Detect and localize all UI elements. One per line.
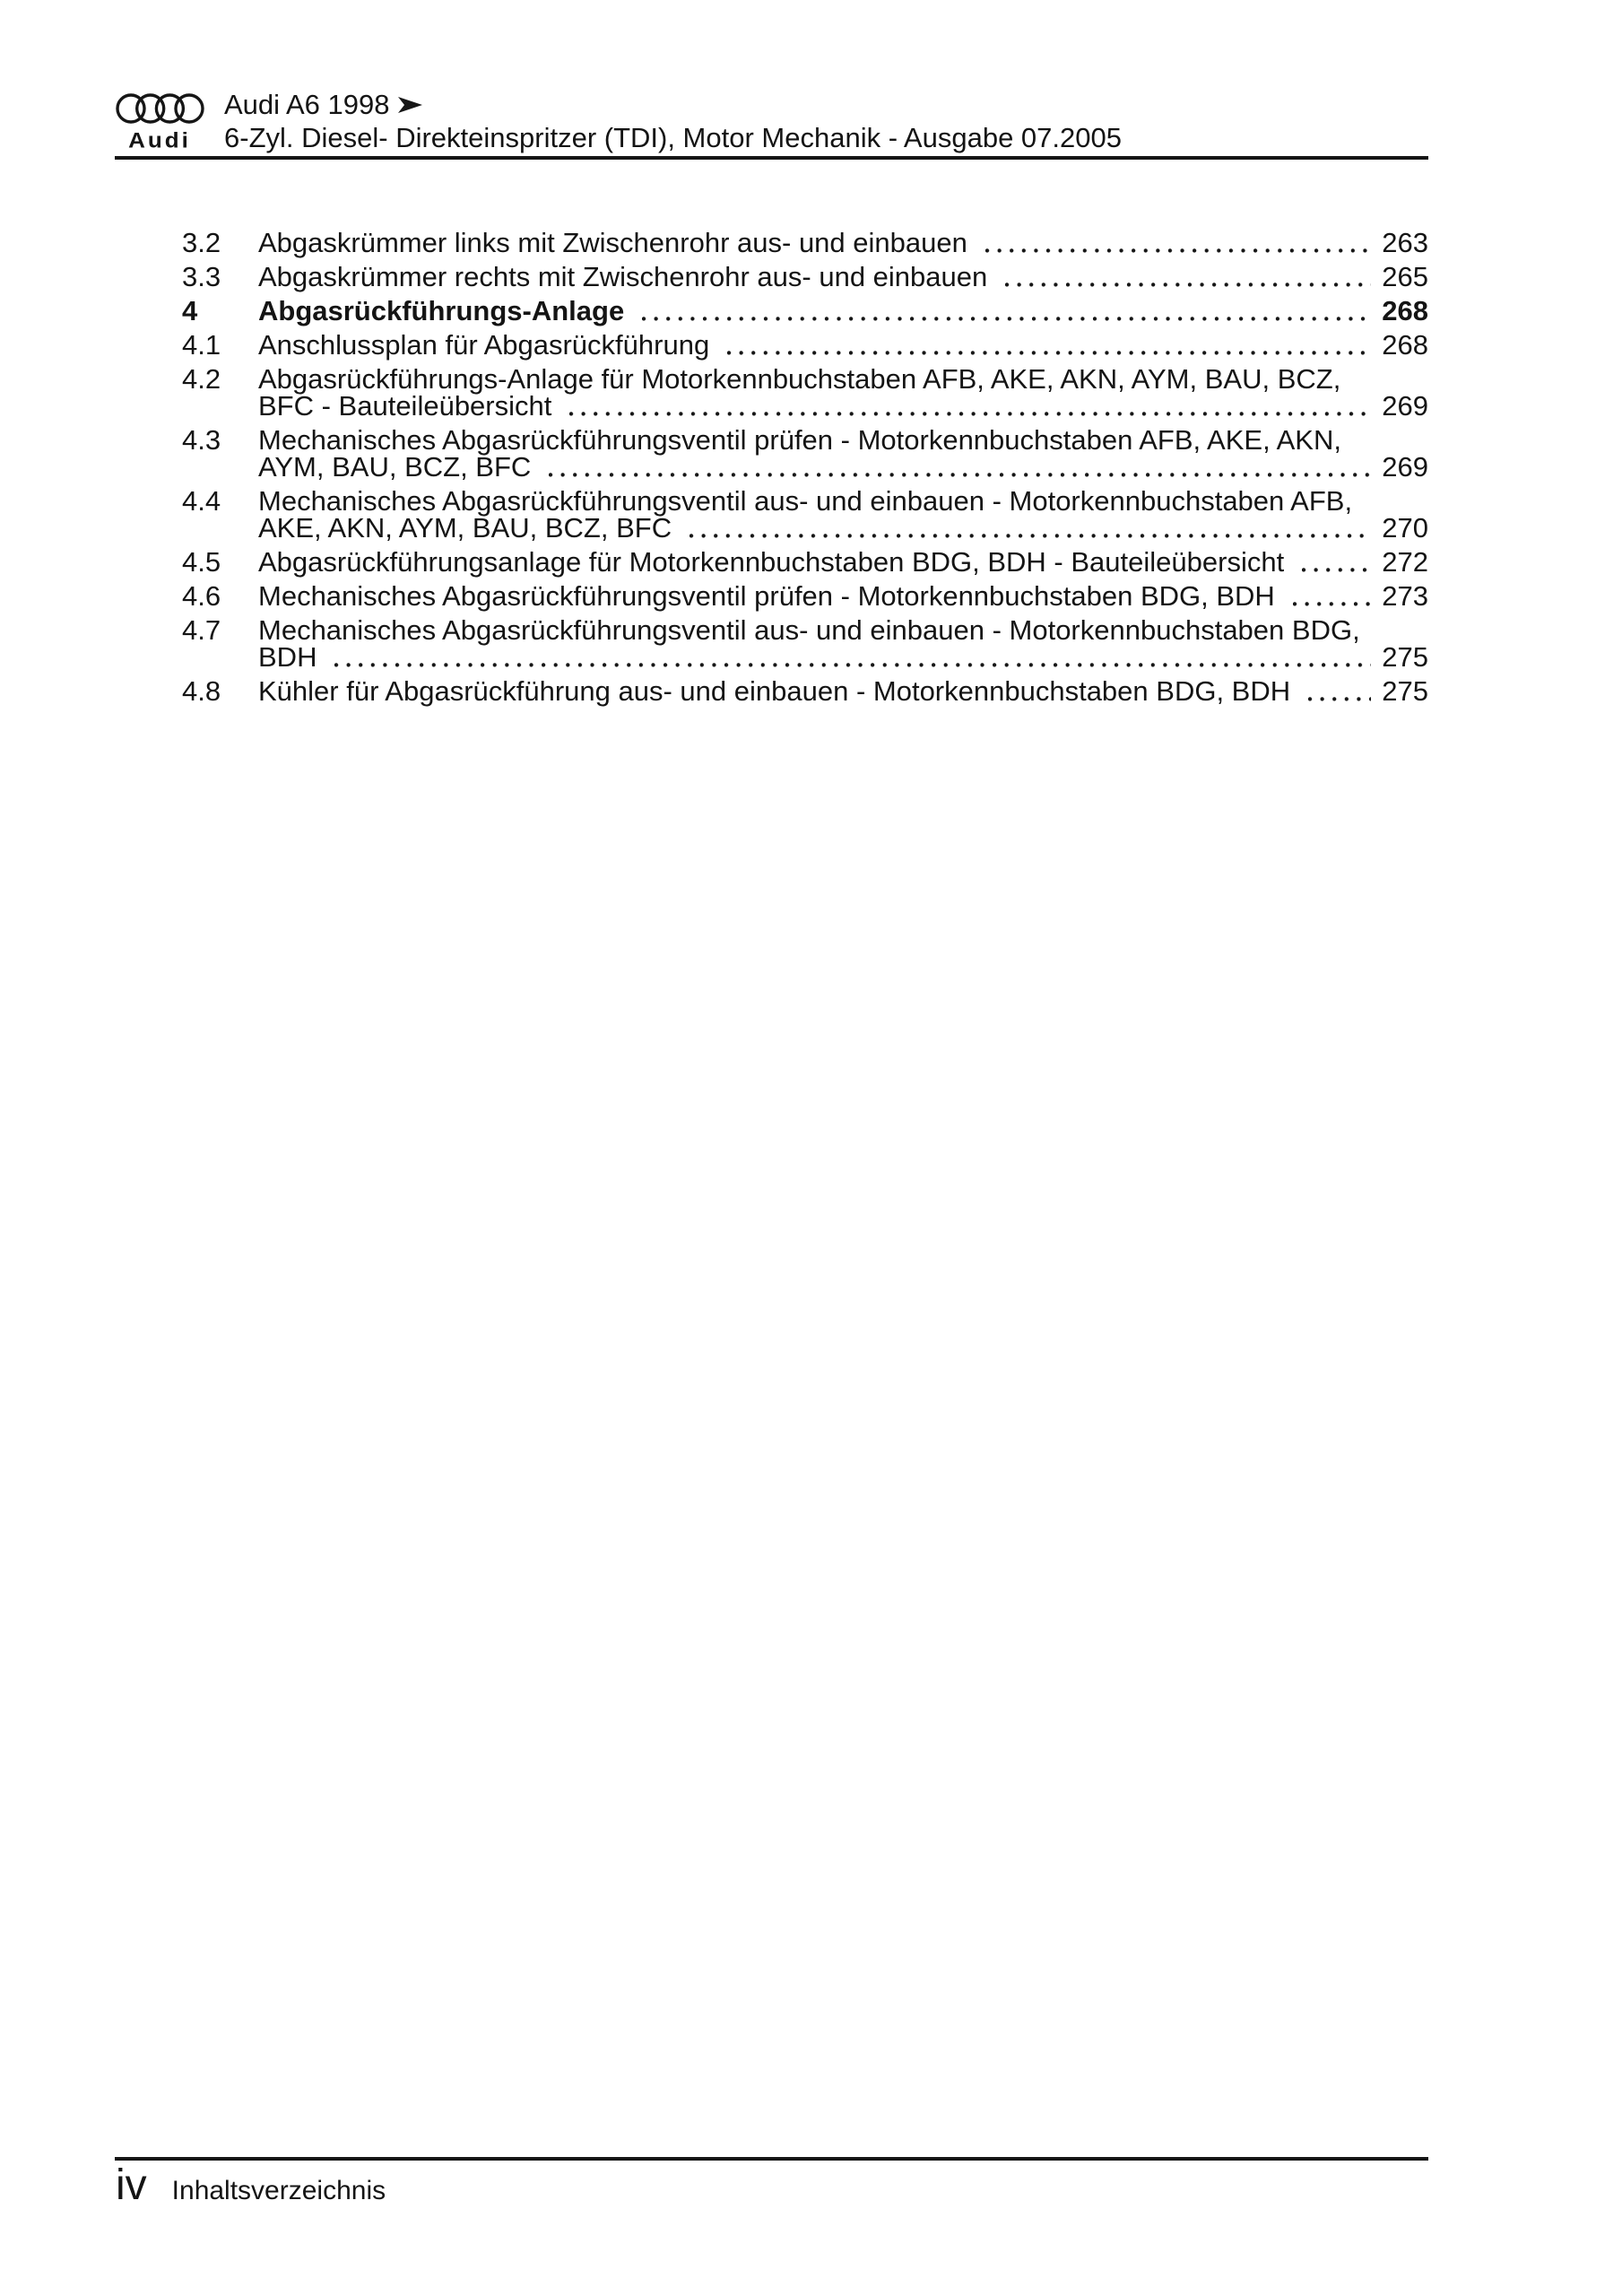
toc-entry-body	[258, 295, 1428, 326]
toc-entry-body	[258, 227, 1428, 258]
toc-title-line: Mechanisches Abgasrückführungsventil aus- und einbauen - Motorkennbuchstaben AFB,	[258, 485, 1353, 517]
toc-title-last-line	[258, 295, 1428, 326]
header-divider	[115, 156, 1428, 160]
toc-section-number: 4.4	[182, 485, 221, 517]
toc-title-last-line	[258, 227, 1428, 258]
toc-section-number: 4.7	[182, 614, 221, 646]
toc-page-number: 272	[1382, 546, 1428, 578]
toc-page-number: 268	[1382, 329, 1428, 361]
toc-title-text: Abgasrückführungs-Anlage	[258, 295, 625, 326]
toc-title-last-line	[258, 641, 1428, 673]
toc-entry	[182, 329, 1428, 361]
dot-leader	[684, 515, 1373, 542]
toc-entry	[182, 261, 1428, 292]
header-model-line	[224, 88, 1122, 121]
toc-entry-body	[258, 424, 1428, 483]
toc-entry-body	[258, 485, 1428, 544]
toc-entry-body	[258, 329, 1428, 361]
toc-entry	[182, 424, 1428, 483]
toc-section-number: 4.1	[182, 329, 221, 361]
toc-entry-body	[258, 580, 1428, 612]
toc-title-line: Mechanisches Abgasrückführungsventil prüfen - Motorkennbuchstaben AFB, AKE, AKN,	[258, 424, 1341, 456]
toc-entry-body	[258, 675, 1428, 707]
page-header	[224, 88, 1122, 154]
toc-title-last-line	[258, 329, 1428, 361]
audi-rings-icon	[116, 91, 204, 126]
toc-section-number: 4.6	[182, 580, 221, 612]
header-model-text: Audi A6 1998	[224, 89, 390, 120]
toc-section-number: 4.8	[182, 675, 221, 707]
toc-page-number: 265	[1382, 261, 1428, 292]
toc-title-text: BDH	[258, 641, 317, 673]
dot-leader	[980, 230, 1373, 257]
toc-page-number: 273	[1382, 580, 1428, 612]
toc-title-last-line	[258, 390, 1428, 422]
toc-title-text: AKE, AKN, AYM, BAU, BCZ, BFC	[258, 512, 672, 544]
toc-section-number: 4.3	[182, 424, 221, 456]
toc-entry-body	[258, 546, 1428, 578]
toc-entry	[182, 485, 1428, 544]
toc-entry-body	[258, 363, 1428, 422]
toc-page-number: 275	[1382, 675, 1428, 707]
toc-entry-body	[258, 261, 1428, 292]
dot-leader	[1303, 678, 1373, 705]
toc-section-number: 3.2	[182, 227, 221, 258]
toc-section-number: 4.2	[182, 363, 221, 395]
toc-title-text: Kühler für Abgasrückführung aus- und einbauen - Motorkennbuchstaben BDG, BDH	[258, 675, 1291, 707]
toc-entry	[182, 546, 1428, 578]
table-of-contents	[182, 227, 1428, 712]
toc-section-number: 4.5	[182, 546, 221, 578]
dot-leader	[637, 298, 1373, 325]
dot-leader	[1288, 583, 1373, 610]
footer-section-label: Inhaltsverzeichnis	[171, 2176, 386, 2205]
toc-title-text: Abgasrückführungsanlage für Motorkennbuchstaben BDG, BDH - Bauteileübersicht	[258, 546, 1285, 578]
toc-title-text: Abgaskrümmer links mit Zwischenrohr aus- und einbauen	[258, 227, 967, 258]
toc-title-last-line	[258, 261, 1428, 292]
folio-page-number: iv	[116, 2161, 147, 2209]
toc-title-last-line	[258, 580, 1428, 612]
toc-entry-body	[258, 614, 1428, 673]
toc-page-number: 263	[1382, 227, 1428, 258]
toc-title-last-line	[258, 512, 1428, 544]
toc-title-text: Anschlussplan für Abgasrückführung	[258, 329, 710, 361]
page-footer	[116, 2162, 386, 2209]
toc-title-last-line	[258, 451, 1428, 483]
toc-entry	[182, 295, 1428, 326]
header-subtitle: 6-Zyl. Diesel- Direkteinspritzer (TDI), Motor Mechanik - Ausgabe 07.2005	[224, 122, 1122, 153]
toc-title-text: BFC - Bauteileübersicht	[258, 390, 552, 422]
dot-leader	[1297, 549, 1373, 576]
dot-leader	[722, 332, 1373, 359]
dot-leader	[543, 454, 1373, 481]
toc-page-number: 270	[1382, 512, 1428, 544]
toc-section-number: 3.3	[182, 261, 221, 292]
dot-leader	[564, 393, 1373, 420]
toc-title-last-line	[258, 546, 1428, 578]
right-arrowhead-icon	[398, 95, 422, 115]
toc-title-text: Abgaskrümmer rechts mit Zwischenrohr aus- und einbauen	[258, 261, 988, 292]
dot-leader	[1000, 264, 1373, 291]
toc-entry	[182, 227, 1428, 258]
toc-entry	[182, 614, 1428, 673]
toc-entry	[182, 363, 1428, 422]
toc-title-text: Mechanisches Abgasrückführungsventil prüfen - Motorkennbuchstaben BDG, BDH	[258, 580, 1275, 612]
toc-page-number: 275	[1382, 641, 1428, 673]
toc-entry	[182, 675, 1428, 707]
toc-page-number: 268	[1382, 295, 1428, 326]
toc-title-line: Mechanisches Abgasrückführungsventil aus- und einbauen - Motorkennbuchstaben BDG,	[258, 614, 1360, 646]
dot-leader	[329, 644, 1373, 671]
audi-wordmark: Audi	[128, 127, 191, 152]
toc-page-number: 269	[1382, 451, 1428, 483]
toc-entry	[182, 580, 1428, 612]
audi-logo	[113, 91, 206, 152]
footer-divider	[115, 2157, 1428, 2161]
toc-title-line: Abgasrückführungs-Anlage für Motorkennbuchstaben AFB, AKE, AKN, AYM, BAU, BCZ,	[258, 363, 1341, 395]
toc-title-text: AYM, BAU, BCZ, BFC	[258, 451, 532, 483]
toc-title-last-line	[258, 675, 1428, 707]
toc-section-number: 4	[182, 295, 198, 326]
toc-page-number: 269	[1382, 390, 1428, 422]
